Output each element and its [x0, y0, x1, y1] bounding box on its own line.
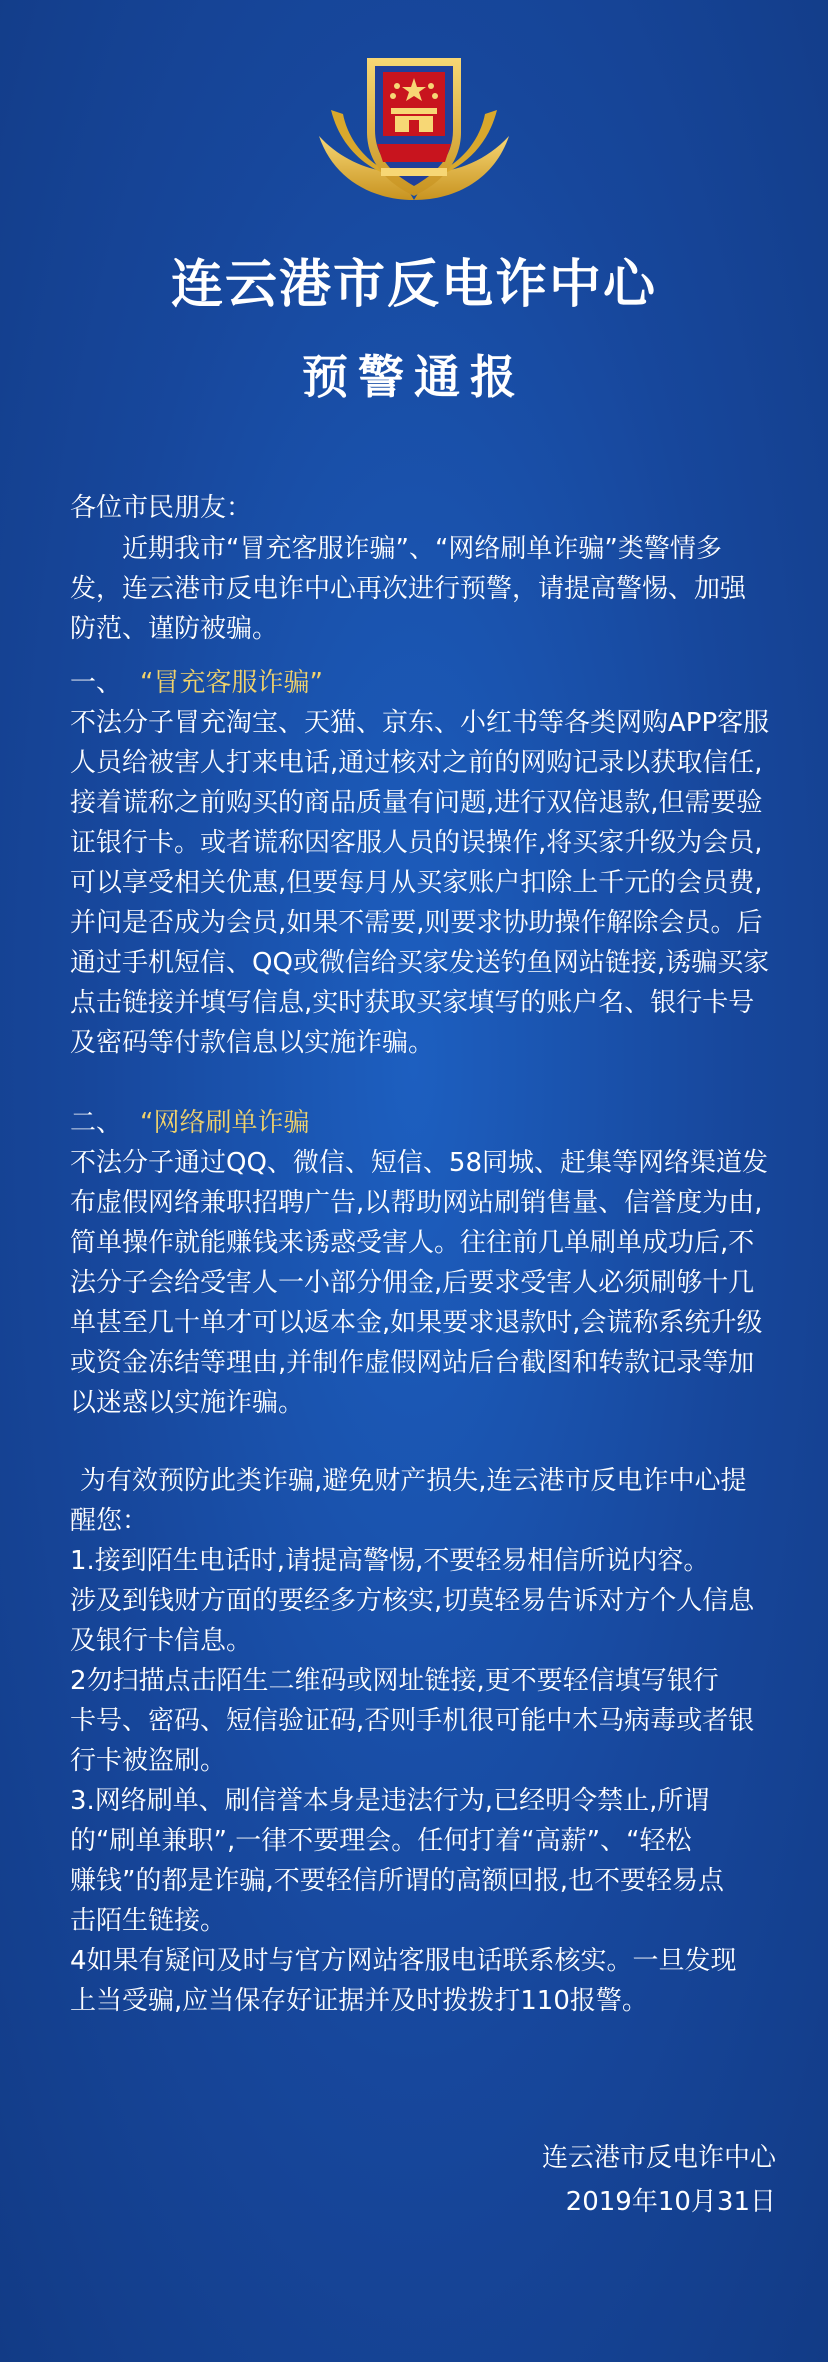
- section-1-title: “冒充客服诈骗”: [140, 668, 323, 698]
- tip-line: 行卡被盗刷。: [70, 1746, 227, 1776]
- tips-title: 为有效预防此类诈骗,避免财产损失,连云港市反电诈中心提醒您：: [70, 1466, 747, 1536]
- tip-line: 卡号、密码、短信验证码,否则手机很可能中木马病毒或者银: [70, 1706, 755, 1736]
- section-2-heading: [70, 1103, 770, 1143]
- signature-org: 连云港市反电诈中心: [541, 2143, 776, 2173]
- signature-date: 2019年10月31日: [565, 2187, 776, 2217]
- tip-line: 击陌生链接。: [70, 1906, 227, 1936]
- tip-line: 及银行卡信息。: [70, 1626, 253, 1656]
- tip-line: 的“刷单兼职”,一律不要理会。任何打着“高薪”、“轻松: [70, 1826, 692, 1856]
- section-1-text: 不法分子冒充淘宝、天猫、京东、小红书等各类网购APP客服人员给被害人打来电话,通过核对之前的网购记录以获取信任,接着谎称之前购买的商品质量有问题,进行双倍退款,但需要验证银行卡。或者谎称因客服人员的误操作,将买家升级为会员,可以享受相关优惠,但要每月从买家账户扣除上千元的会员费,并问是否成为会员,如果不需要,则要求协助操作解除会员。后通过手机短信、QQ或微信给买家发送钓鱼网站链接,诱骗买家点击链接并填写信息,实时获取买家填写的账户名、银行卡号及密码等付款信息以实施诈骗。: [70, 708, 770, 1058]
- tip-line: 赚钱”的都是诈骗,不要轻信所谓的高额回报,也不要轻易点: [70, 1866, 724, 1896]
- tip-line: 2勿扫描点击陌生二维码或网址链接,更不要轻信填写银行: [70, 1666, 719, 1696]
- section-2-title: “网络刷单诈骗: [140, 1108, 310, 1138]
- tip-line: 上当受骗,应当保存好证据并及时拨拨打110报警。: [70, 1986, 648, 2016]
- greeting: 各位市民朋友：: [70, 493, 253, 523]
- page-title: 连云港市反电诈中心: [170, 255, 657, 315]
- tip-line: 3.网络刷单、刷信誉本身是违法行为,已经明令禁止,所谓: [70, 1786, 710, 1816]
- tip-line: 涉及到钱财方面的要经多方核实,切莫轻易告诉对方个人信息: [70, 1586, 755, 1616]
- tip-line: 4如果有疑问及时与官方网站客服电话联系核实。一旦发现: [70, 1946, 737, 1976]
- signature: [542, 2136, 776, 2224]
- page-subtitle: 预警通报: [302, 350, 526, 404]
- section-1-heading: [70, 663, 770, 703]
- tip-line: 1.接到陌生电话时,请提高警惕,不要轻易相信所说内容。: [70, 1546, 710, 1576]
- section-2-text: 不法分子通过QQ、微信、短信、58同城、赶集等网络渠道发布虚假网络兼职招聘广告,以帮助网站刷销售量、信誉度为由,简单操作就能赚钱来诱惑受害人。往往前几单刷单成功后,不法分子会给受害人一小部分佣金,后要求受害人必须刷够十几单甚至几十单才可以返本金,如果要求退款时,会谎称系统升级或资金冻结等理由,并制作虚假网站后台截图和转款记录等加以迷惑以实施诈骗。: [70, 1148, 769, 1418]
- police-emblem-icon: [311, 40, 517, 230]
- section-1-number: 一、: [70, 668, 123, 698]
- section-2-number: 二、: [70, 1108, 123, 1138]
- notice-body: [70, 488, 770, 2021]
- intro-paragraph: 近期我市“冒充客服诈骗”、“网络刷单诈骗”类警情多发，连云港市反电诈中心再次进行预警，请提高警惕、加强防范、谨防被骗。: [70, 534, 747, 644]
